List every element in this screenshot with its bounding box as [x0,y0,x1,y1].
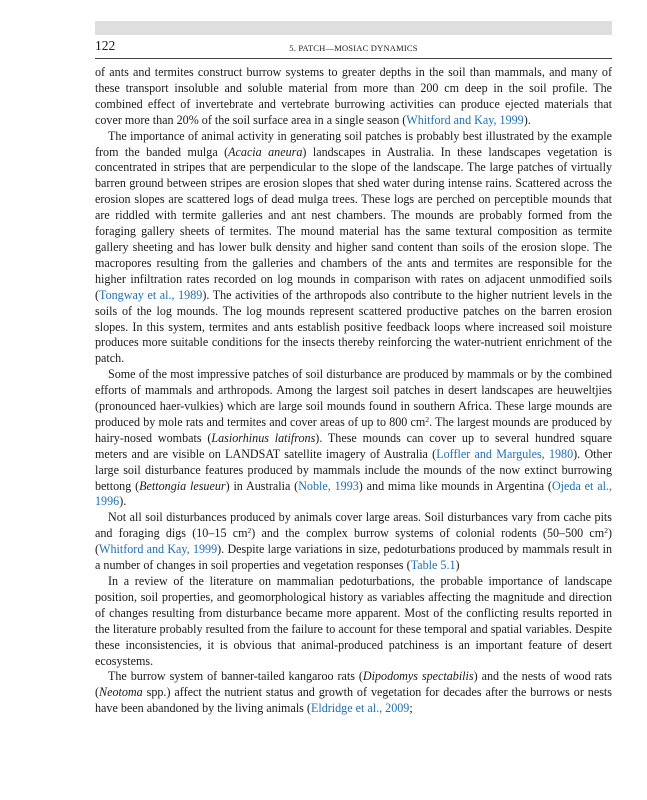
text-run: ). Despite large variations in size, pedoturbations produced by mammals result in a number of changes in soil properties and vegetation responses ( [95,542,612,573]
paragraph-p4 [95,510,612,574]
paragraph-p2 [95,129,612,368]
text-run: ; [409,701,413,716]
paragraph-p1 [95,65,612,129]
italic-text: Lasiorhinus latifrons [211,430,316,445]
text-run: ) and mima like mounds in Argentina ( [358,478,552,493]
text-run: The importance of animal activity in generating soil patches is probably best illustrated by the example from the banded mulga ( [95,128,612,159]
citation-link[interactable]: Whitford and Kay, 1999 [406,112,524,127]
citation-link[interactable]: Noble, 1993 [298,478,359,493]
text-run: ) in Australia ( [225,478,299,493]
text-run: ). The activities of the arthropods also contribute to the higher nutrient levels in the soils of the log mounds. The log mounds represent scattered productive patches on the barren erosion slopes. In this system, termites and ants establish positive feedback loops where increased soil moisture produces more suitable conditions for the insects thereby reinforcing the water-nutrient enrichment of the patch. [95,287,613,366]
text-run: ). [523,112,531,127]
paragraph-p3 [95,367,612,510]
superscript: 2 [247,526,252,536]
running-title: 5. PATCH—MOSIAC DYNAMICS [289,43,418,53]
citation-link[interactable]: Whitford and Kay, 1999 [99,542,218,557]
italic-text: Neotoma [99,685,143,700]
text-run: ). [119,494,127,509]
text-run: In a review of the literature on mammalian pedoturbations, the probable importance of landscape position, soil properties, and geomorphological history as variables affecting the magnitude and direction of changes resulting from disturbance became more apparent. Most of the conflicting results reported in the literature probably resulted from the failure to account for these temporal and spatial variables. Despite these inconsistencies, it is obvious that animal-produced patchiness is an important feature of desert ecosystems. [95,574,612,668]
header-bar [95,21,612,35]
citation-link[interactable]: Eldridge et al., 2009 [310,701,410,716]
italic-text: Acacia aneura [228,144,303,159]
text-run: ) [455,558,460,573]
text-run: ) ( [95,526,612,557]
text-run: spp.) affect the nutrient status and growth of vegetation for decades after the burrows or nests have been abandoned by the living animals ( [95,685,612,716]
text-run: ). These mounds can cover up to several hundred square meters and are visible on LANDSAT satellite imagery of Australia ( [95,430,612,461]
paragraph-p5 [95,574,612,669]
citation-link[interactable]: Table 5.1 [410,558,456,573]
superscript: 2 [604,526,608,536]
text-run: ) landscapes in Australia. In these landscapes vegetation is concentrated in stripes that are perpendicular to the slope of the landscape. The large patches of virtually barren ground between stripes are erosion slopes that shed water during intense rains. Scattered across the erosion slopes are scattered logs of dead mulga trees. These logs are perched on perceptible mounds that are riddled with termite galleries and ant nest chambers. The mounds are probably formed from the foraging gallery sheets of termites. The mound material has the same textural composition as termite gallery sheeting and has lower bulk density and higher sand content than soils of the erosion slope. The macropores resulting from the galleries and chambers of the ants and termites are responsible for the higher infiltration rates recorded on log mounds in comparison with rates on adjacent unmodified soils ( [95,144,612,302]
text-run: . The largest mounds are produced by hairy-nosed wombats ( [95,414,612,445]
page-number: 122 [95,38,116,53]
text-run: ). Other large soil disturbance features produced by mammals include the mounds of the now extinct burrowing bettong ( [95,446,612,493]
text-run: Some of the most impressive patches of soil disturbance are produced by mammals or by the combined efforts of mammals and arthropods. Among the largest soil patches in desert landscapes are heuweltjies (pronounced haer-vulkies) which are large soil mounds found in southern Africa. These large mounds are produced by mole rats and termites and cover areas of up to 800 cm [95,367,612,429]
paragraph-p6 [95,669,612,717]
superscript: 2 [425,414,430,424]
text-run: of ants and termites construct burrow systems to greater depths in the soil than mammals, and many of these transport insoluble and soluble material from more than 200 cm deep in the soil profile. The combined effect of invertebrate and vertebrate burrowing activities can produce ejected materials that cover more than 20% of the soil surface area in a single season ( [95,65,612,127]
italic-text: Bettongia lesueur [139,478,226,493]
citation-link[interactable]: Tongway et al., 1989 [99,287,203,302]
italic-text: Dipodomys spectabilis [362,669,474,684]
text-run: The burrow system of banner-tailed kangaroo rats ( [108,669,363,684]
header-divider [95,58,612,59]
text-run: ) and the complex burrow systems of colonial rodents (50–500 cm [251,526,605,541]
text-run: Not all soil disturbances produced by animals cover large areas. Soil disturbances vary from cache pits and foraging digs (10–15 cm [95,510,612,541]
body-text [95,65,612,717]
citation-link[interactable]: Loffler and Margules, 1980 [436,446,574,461]
text-run: ) and the nests of wood rats ( [95,669,612,700]
citation-link[interactable]: Ojeda et al., 1996 [95,478,612,509]
